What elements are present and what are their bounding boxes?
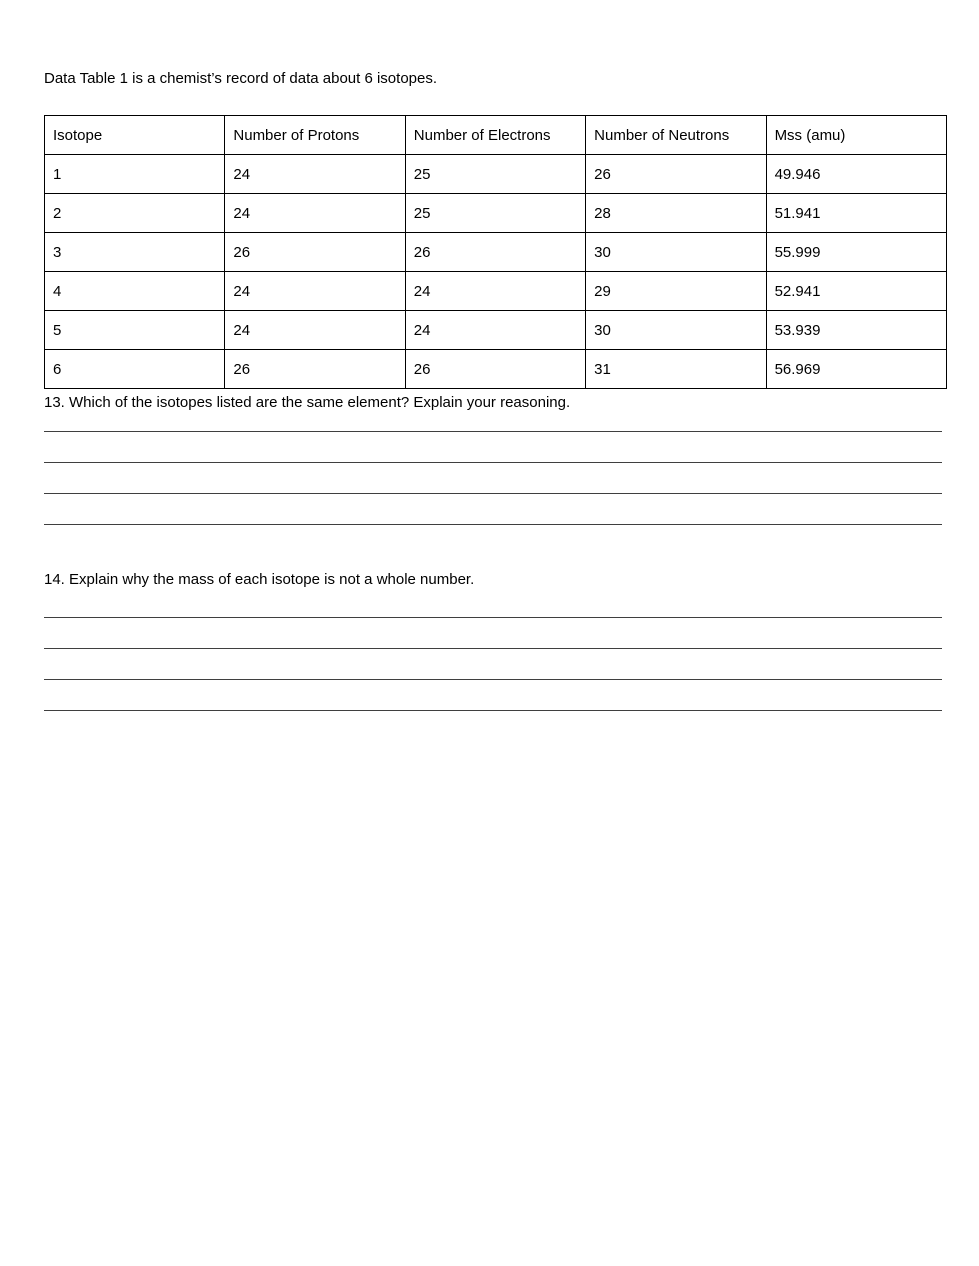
intro-text: Data Table 1 is a chemist’s record of data about 6 isotopes. (44, 70, 438, 87)
answer-line (44, 680, 942, 711)
question-13 (44, 394, 947, 525)
table-row (45, 350, 947, 389)
table-row (45, 155, 947, 194)
isotope-data-table (44, 115, 947, 389)
table-cell: 3 (45, 233, 225, 272)
table-header-cell: Isotope (45, 116, 225, 155)
table-cell: 28 (586, 194, 766, 233)
table-cell: 2 (45, 194, 225, 233)
table-cell: 25 (405, 155, 585, 194)
table-cell: 26 (225, 233, 405, 272)
question-14-answer-lines (44, 587, 942, 711)
table-cell: 6 (45, 350, 225, 389)
table-cell: 24 (225, 311, 405, 350)
table-cell: 31 (586, 350, 766, 389)
table-header-cell: Number of Protons (225, 116, 405, 155)
table-cell: 30 (586, 233, 766, 272)
table-cell: 24 (225, 272, 405, 311)
table-cell: 24 (225, 194, 405, 233)
table-cell: 4 (45, 272, 225, 311)
table-row (45, 311, 947, 350)
question-13-answer-lines (44, 401, 942, 525)
table-cell: 5 (45, 311, 225, 350)
page-content (44, 0, 947, 711)
table-header-cell: Number of Neutrons (586, 116, 766, 155)
table-cell: 26 (405, 350, 585, 389)
answer-line (44, 463, 942, 494)
table-cell: 24 (405, 311, 585, 350)
answer-line (44, 494, 942, 525)
table-row (45, 272, 947, 311)
table-cell: 55.999 (766, 233, 946, 272)
table-cell: 25 (405, 194, 585, 233)
table-cell: 26 (586, 155, 766, 194)
table-cell: 26 (225, 350, 405, 389)
question-14 (44, 571, 947, 711)
table-header-row (45, 116, 947, 155)
table-cell: 56.969 (766, 350, 946, 389)
table-cell: 24 (225, 155, 405, 194)
table-cell: 26 (405, 233, 585, 272)
table-header-cell: Mss (amu) (766, 116, 946, 155)
table-cell: 1 (45, 155, 225, 194)
table-header-cell: Number of Electrons (405, 116, 585, 155)
question-13-text: 13. Which of the isotopes listed are the same element? Explain your reasoning. (44, 394, 571, 411)
answer-line (44, 432, 942, 463)
table-cell: 51.941 (766, 194, 946, 233)
answer-line (44, 587, 942, 618)
table-cell: 49.946 (766, 155, 946, 194)
table-cell: 24 (405, 272, 585, 311)
table-cell: 53.939 (766, 311, 946, 350)
table-row (45, 194, 947, 233)
answer-line (44, 618, 942, 649)
answer-line (44, 649, 942, 680)
table-cell: 30 (586, 311, 766, 350)
table-cell: 52.941 (766, 272, 946, 311)
table-cell: 29 (586, 272, 766, 311)
table-row (45, 233, 947, 272)
question-14-text: 14. Explain why the mass of each isotope is not a whole number. (44, 571, 475, 588)
